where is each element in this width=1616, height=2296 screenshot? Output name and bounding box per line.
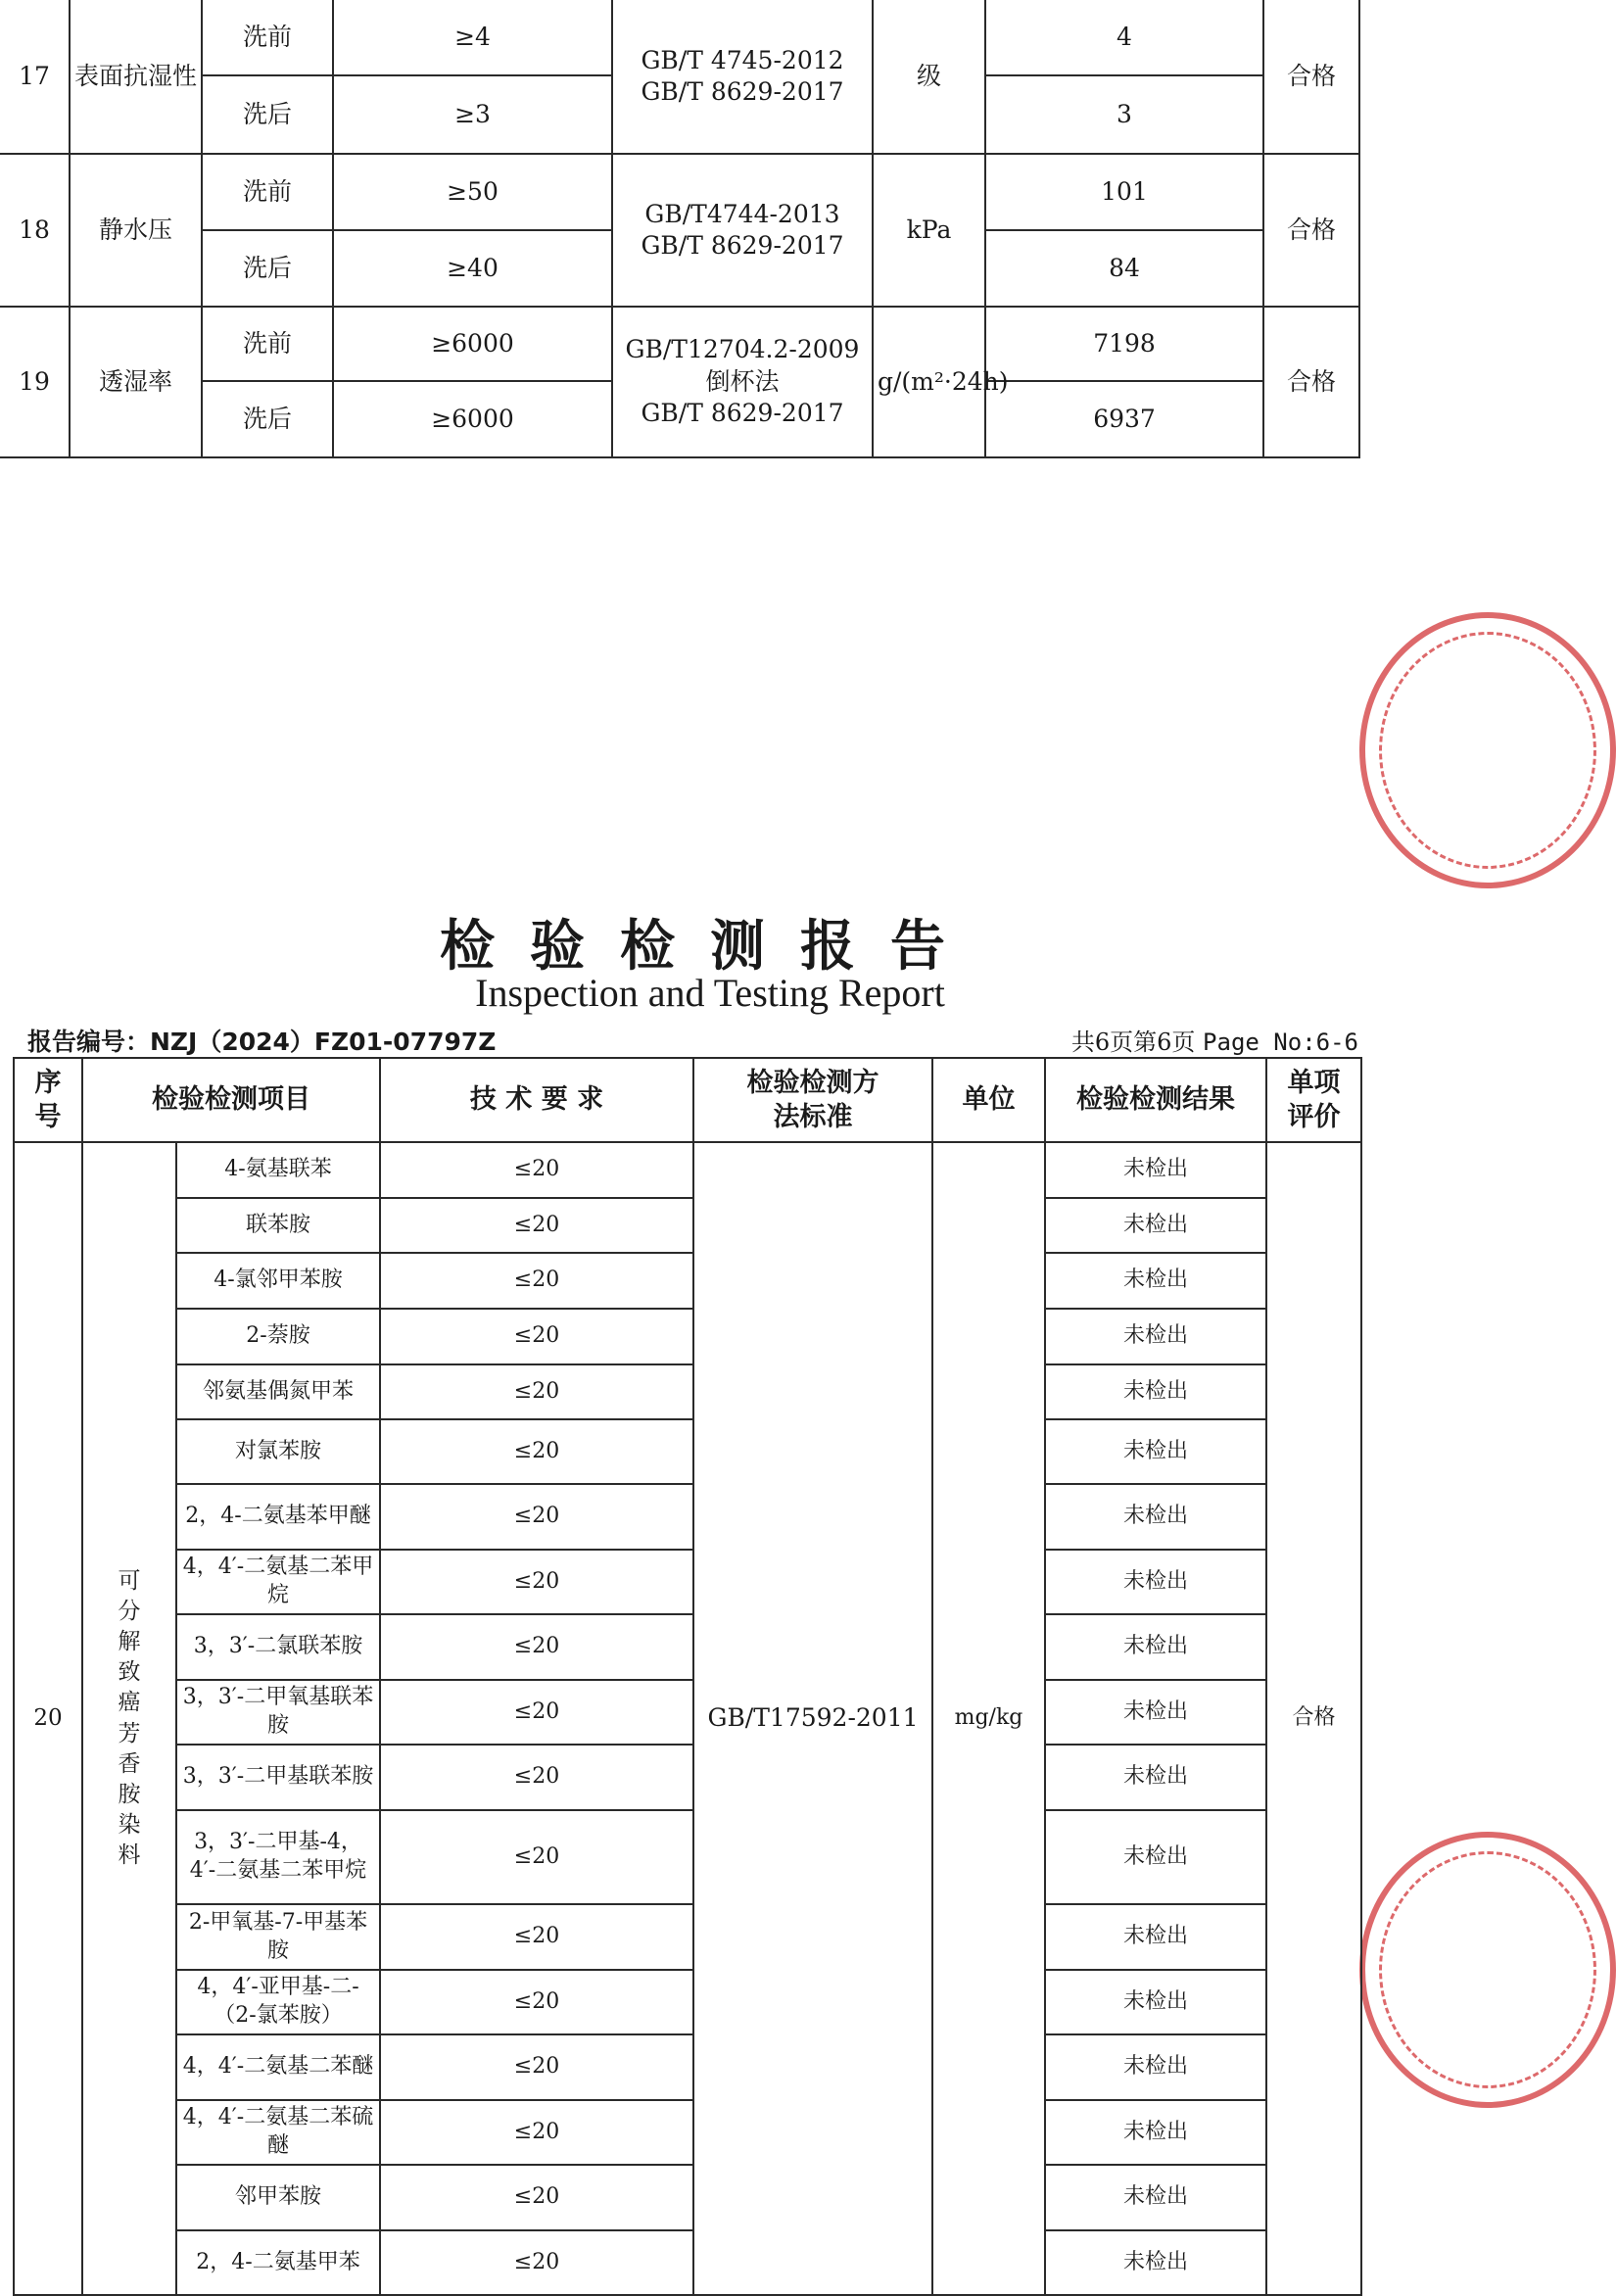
header-item: 检验检测项目 [82, 1058, 380, 1142]
test-substance: 2-甲氧基-7-甲基苯胺 [176, 1904, 380, 1970]
wash-phase: 洗前 [202, 154, 333, 230]
test-substance: 4，4′-二氨基二苯硫醚 [176, 2100, 380, 2165]
result: 未检出 [1045, 1745, 1266, 1810]
test-substance: 4-氯邻甲苯胺 [176, 1253, 380, 1309]
result: 未检出 [1045, 1364, 1266, 1419]
requirement: ≤20 [380, 1309, 693, 1364]
test-substance: 对氯苯胺 [176, 1419, 380, 1484]
requirement: ≤20 [380, 2100, 693, 2165]
table-row [14, 1142, 1361, 1198]
main-test-table [13, 1057, 1362, 2296]
result: 3 [985, 75, 1263, 154]
result: 101 [985, 154, 1263, 230]
table-row [0, 0, 1359, 75]
method-standard [612, 0, 873, 154]
table-row [14, 1810, 1361, 1904]
header-result: 检验检测结果 [1045, 1058, 1266, 1142]
method-standard: GB/T17592-2011 [693, 1142, 932, 2295]
requirement: ≤20 [380, 1970, 693, 2034]
result: 未检出 [1045, 1970, 1266, 2034]
table-row [14, 1364, 1361, 1419]
method-line: GB/T 8629-2017 [641, 231, 844, 260]
wash-phase: 洗后 [202, 230, 333, 307]
table-row [14, 2034, 1361, 2100]
test-substance: 2，4-二氨基苯甲醚 [176, 1484, 380, 1550]
result: 未检出 [1045, 1142, 1266, 1198]
test-substance: 2-萘胺 [176, 1309, 380, 1364]
table-header [14, 1058, 1361, 1142]
result: 未检出 [1045, 1309, 1266, 1364]
report-title-cn: 检验检测报告 [440, 914, 980, 979]
verdict: 合格 [1266, 1142, 1361, 2295]
requirement: ≤20 [380, 1253, 693, 1309]
test-substance: 4，4′-亚甲基-二-（2-氯苯胺） [176, 1970, 380, 2034]
header-unit: 单位 [932, 1058, 1045, 1142]
red-seal-stamp [1359, 1832, 1616, 2108]
requirement: ≥4 [333, 0, 612, 75]
result: 未检出 [1045, 1419, 1266, 1484]
header-verdict: 单项评价 [1266, 1058, 1361, 1142]
table-row [0, 154, 1359, 230]
requirement: ≤20 [380, 1419, 693, 1484]
row-number: 20 [14, 1142, 82, 2295]
test-substance: 3，3′-二甲基联苯胺 [176, 1745, 380, 1810]
table-row [14, 1680, 1361, 1745]
result: 未检出 [1045, 1810, 1266, 1904]
report-number: 报告编号：NZJ（2024）FZ01-07797Z [27, 1028, 497, 1056]
verdict: 合格 [1263, 0, 1359, 154]
test-substance: 2，4-二氨基甲苯 [176, 2230, 380, 2295]
wash-phase: 洗后 [202, 381, 333, 457]
table-row [14, 1419, 1361, 1484]
unit: mg/kg [932, 1142, 1045, 2295]
method-standard [612, 307, 873, 457]
result: 6937 [985, 381, 1263, 457]
test-substance: 邻氨基偶氮甲苯 [176, 1364, 380, 1419]
result: 未检出 [1045, 1253, 1266, 1309]
result: 7198 [985, 307, 1263, 381]
method-line: GB/T 4745-2012 [641, 45, 844, 74]
test-substance: 4，4′-二氨基二苯醚 [176, 2034, 380, 2100]
requirement: ≤20 [380, 1484, 693, 1550]
verdict: 合格 [1263, 154, 1359, 307]
result: 未检出 [1045, 1198, 1266, 1253]
method-line: GB/T4744-2013 [644, 199, 840, 228]
result: 84 [985, 230, 1263, 307]
top-test-table [0, 0, 1360, 458]
result: 未检出 [1045, 1904, 1266, 1970]
requirement: ≥50 [333, 154, 612, 230]
requirement: ≤20 [380, 2165, 693, 2230]
page-count-cn: 共6页第6页 [1070, 1028, 1196, 1056]
wash-phase: 洗后 [202, 75, 333, 154]
table-row [14, 1745, 1361, 1810]
method-line: GB/T 8629-2017 [641, 77, 844, 106]
table-row [14, 1198, 1361, 1253]
method-line: 倒杯法 [705, 366, 780, 396]
table-row [14, 2100, 1361, 2165]
header-method: 检验检测方法标准 [693, 1058, 932, 1142]
table-row [14, 1970, 1361, 2034]
result: 未检出 [1045, 1484, 1266, 1550]
result: 未检出 [1045, 2230, 1266, 2295]
red-seal-stamp [1359, 612, 1616, 888]
requirement: ≤20 [380, 2034, 693, 2100]
requirement: ≤20 [380, 1364, 693, 1419]
requirement: ≥40 [333, 230, 612, 307]
requirement: ≥6000 [333, 381, 612, 457]
requirement: ≤20 [380, 2230, 693, 2295]
test-substance: 3，3′-二甲基-4，4′-二氨基二苯甲烷 [176, 1810, 380, 1904]
unit: 级 [873, 0, 985, 154]
result: 未检出 [1045, 2100, 1266, 2165]
result: 未检出 [1045, 2034, 1266, 2100]
table-row [0, 307, 1359, 381]
table-row [14, 2230, 1361, 2295]
requirement: ≤20 [380, 1614, 693, 1680]
requirement: ≤20 [380, 1904, 693, 1970]
method-line: GB/T12704.2-2009 [625, 335, 860, 364]
requirement: ≥6000 [333, 307, 612, 381]
wash-phase: 洗前 [202, 0, 333, 75]
row-number: 19 [0, 307, 70, 457]
table-row [14, 1484, 1361, 1550]
test-category: 可分解致癌芳香胺染料 [82, 1142, 176, 2295]
requirement: ≤20 [380, 1142, 693, 1198]
test-substance: 邻甲苯胺 [176, 2165, 380, 2230]
result: 未检出 [1045, 1614, 1266, 1680]
requirement: ≤20 [380, 1810, 693, 1904]
requirement: ≥3 [333, 75, 612, 154]
table-row [14, 1550, 1361, 1614]
test-substance: 联苯胺 [176, 1198, 380, 1253]
requirement: ≤20 [380, 1680, 693, 1745]
test-substance: 4，4′-二氨基二苯甲烷 [176, 1550, 380, 1614]
table-row [14, 2165, 1361, 2230]
header-no: 序号 [14, 1058, 82, 1142]
test-item: 静水压 [70, 154, 202, 307]
test-substance: 3，3′-二甲氧基联苯胺 [176, 1680, 380, 1745]
result: 4 [985, 0, 1263, 75]
page-count-en: Page No:6-6 [1203, 1028, 1358, 1056]
table-row [14, 1904, 1361, 1970]
test-item: 表面抗湿性 [70, 0, 202, 154]
report-title-en: Inspection and Testing Report [475, 971, 945, 1015]
test-substance: 4-氨基联苯 [176, 1142, 380, 1198]
test-substance: 3，3′-二氯联苯胺 [176, 1614, 380, 1680]
requirement: ≤20 [380, 1198, 693, 1253]
header-requirement: 技 术 要 求 [380, 1058, 693, 1142]
table-row [14, 1309, 1361, 1364]
requirement: ≤20 [380, 1550, 693, 1614]
requirement: ≤20 [380, 1745, 693, 1810]
row-number: 17 [0, 0, 70, 154]
page-number [1071, 1023, 1358, 1057]
verdict: 合格 [1263, 307, 1359, 457]
table-row [14, 1614, 1361, 1680]
method-line: GB/T 8629-2017 [641, 399, 844, 428]
result: 未检出 [1045, 1680, 1266, 1745]
unit: kPa [873, 154, 985, 307]
wash-phase: 洗前 [202, 307, 333, 381]
result: 未检出 [1045, 1550, 1266, 1614]
row-number: 18 [0, 154, 70, 307]
unit: g/(m²·24h) [873, 307, 985, 457]
result: 未检出 [1045, 2165, 1266, 2230]
method-standard [612, 154, 873, 307]
table-row [14, 1253, 1361, 1309]
test-item: 透湿率 [70, 307, 202, 457]
